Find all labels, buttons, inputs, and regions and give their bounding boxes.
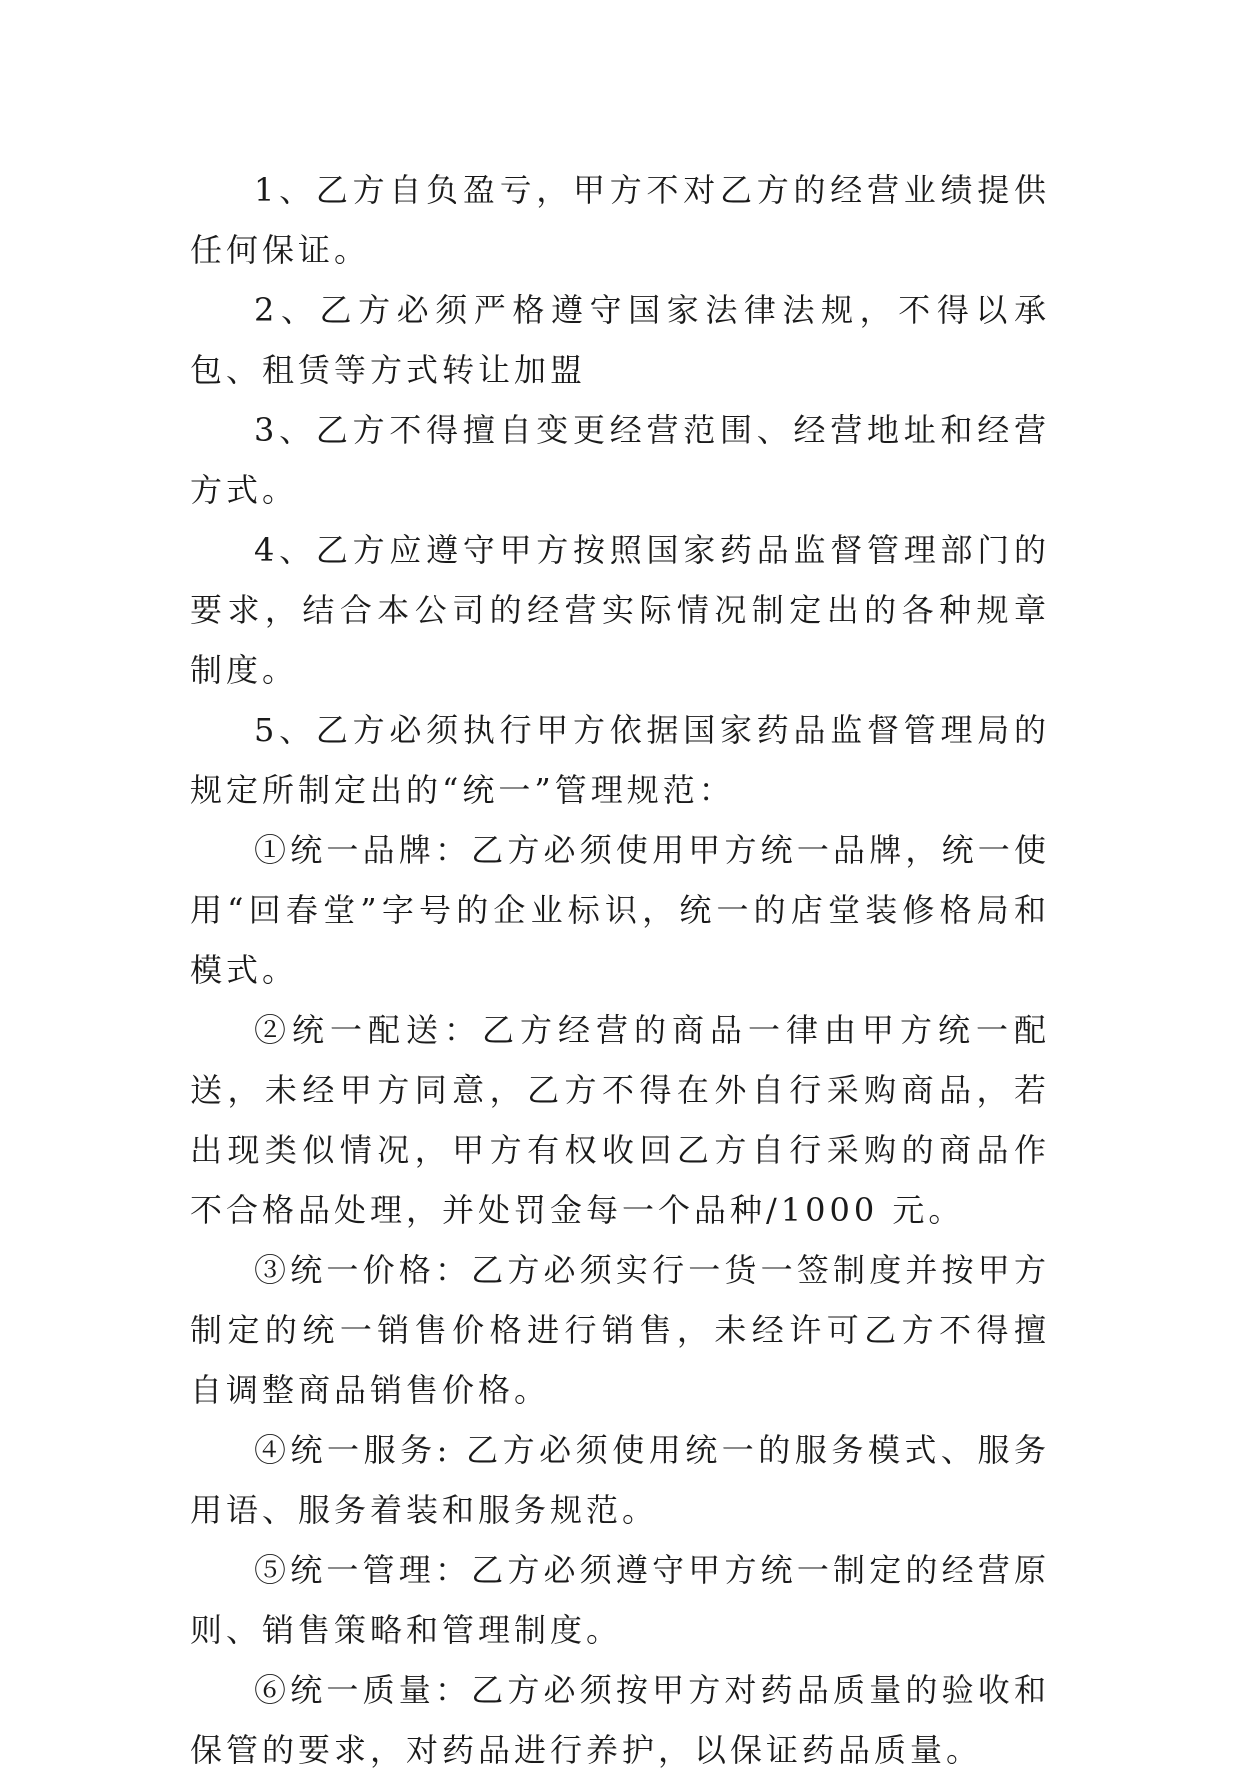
paragraph-unified-management: ⑤统一管理：乙方必须遵守甲方统一制定的经营原则、销售策略和管理制度。 xyxy=(190,1551,1050,1649)
document-page xyxy=(190,160,1050,1780)
paragraph-3: 3、乙方不得擅自变更经营范围、经营地址和经营方式。 xyxy=(190,411,1050,509)
paragraph-unified-delivery: ②统一配送：乙方经营的商品一律由甲方统一配送，未经甲方同意，乙方不得在外自行采购商品，若出现类似情况，甲方有权收回乙方自行采购的商品作不合格品处理，并处罚金每一个品种/1000 元。 xyxy=(190,1011,1050,1229)
paragraph-unified-service: ④统一服务: 乙方必须使用统一的服务模式、服务用语、服务着装和服务规范。 xyxy=(190,1431,1050,1529)
paragraph-1: 1、乙方自负盈亏，甲方不对乙方的经营业绩提供任何保证。 xyxy=(190,171,1050,269)
paragraph-unified-quality: ⑥统一质量：乙方必须按甲方对药品质量的验收和保管的要求，对药品进行养护，以保证药品质量。 xyxy=(190,1671,1050,1769)
paragraph-unified-price: ③统一价格：乙方必须实行一货一签制度并按甲方制定的统一销售价格进行销售，未经许可乙方不得擅自调整商品销售价格。 xyxy=(190,1251,1050,1409)
paragraph-4: 4、乙方应遵守甲方按照国家药品监督管理部门的要求，结合本公司的经营实际情况制定出的各种规章制度。 xyxy=(190,531,1050,689)
paragraph-5: 5、乙方必须执行甲方依据国家药品监督管理局的规定所制定出的“统一”管理规范： xyxy=(190,711,1050,809)
paragraph-unified-brand: ①统一品牌：乙方必须使用甲方统一品牌，统一使用“回春堂”字号的企业标识，统一的店堂装修格局和模式。 xyxy=(190,831,1050,989)
paragraph-2: 2、乙方必须严格遵守国家法律法规，不得以承包、租赁等方式转让加盟 xyxy=(190,291,1050,389)
